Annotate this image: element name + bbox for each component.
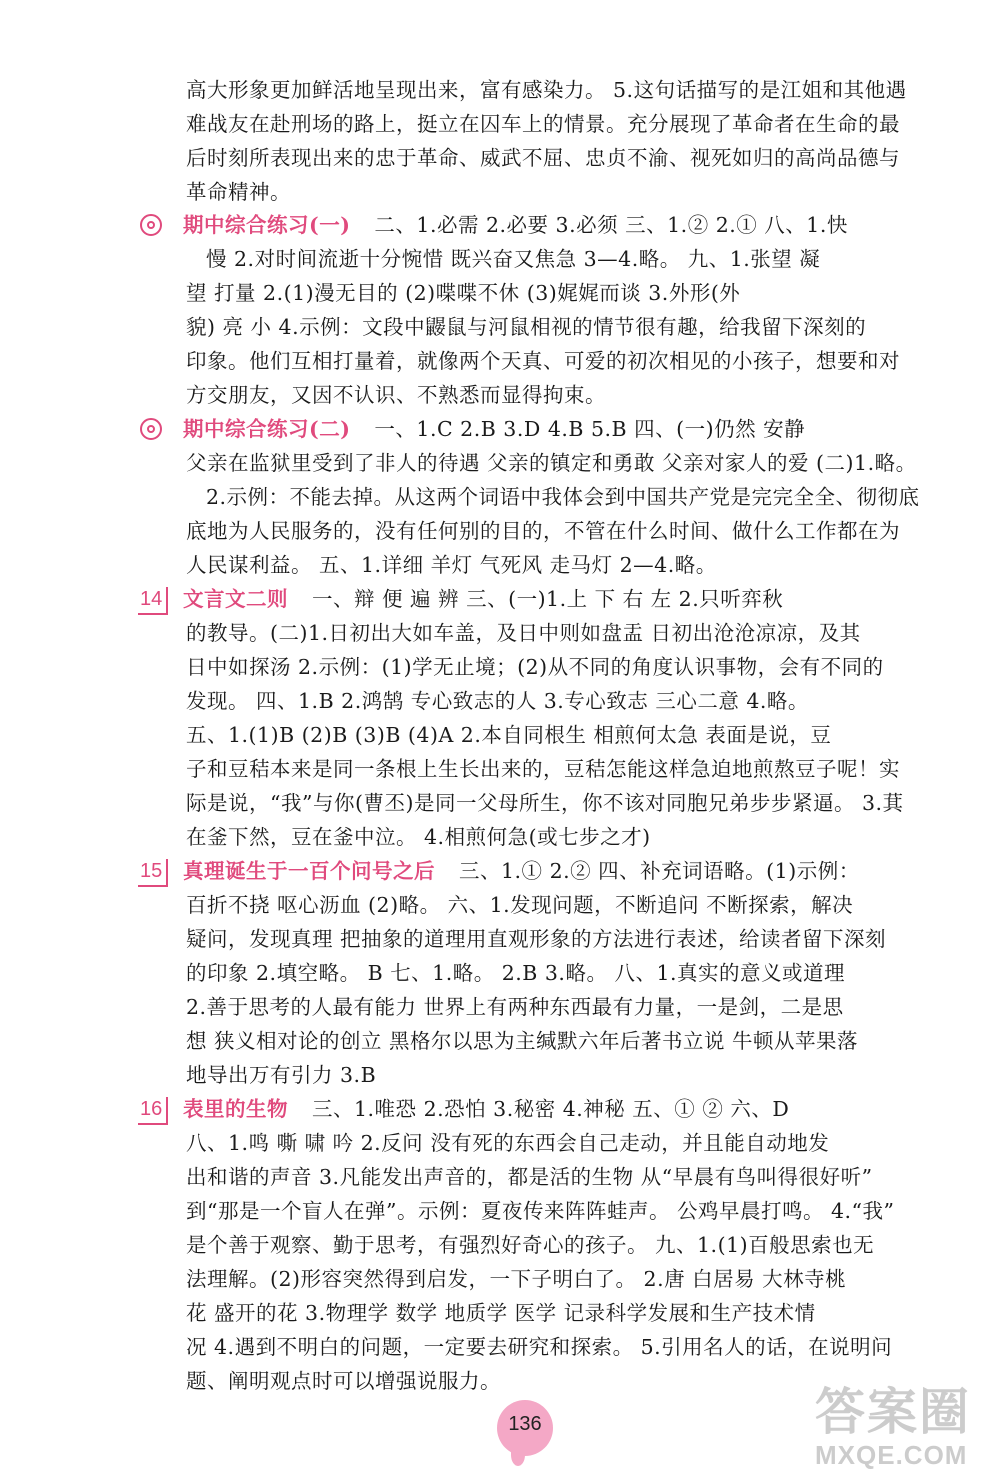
answer-line: 出和谐的声音 3.凡能发出声音的，都是活的生物 从“早晨有鸟叫得很好听” — [186, 1165, 873, 1189]
answer-line: 法理解。(2)形容突然得到启发，一下子明白了。 2.唐 白居易 大林寺桃 — [186, 1267, 847, 1291]
lesson-number-tab — [140, 582, 162, 616]
watermark-line1: 答案圈 — [815, 1384, 971, 1440]
section-circle-icon — [140, 418, 162, 440]
answer-line: 地导出万有引力 3.B — [186, 1063, 377, 1087]
lesson-number-tab — [140, 854, 162, 888]
answer-line: 在釜下然，豆在釜中泣。 4.相煎何急(或七步之才) — [186, 825, 651, 849]
answer-line: 貌) 亮 小 4.示例：文段中鼹鼠与河鼠相视的情节很有趣，给我留下深刻的 — [186, 315, 867, 339]
watermark-line2: MXQE.COM — [815, 1440, 968, 1470]
section-title: 期中综合练习(二) — [183, 417, 351, 441]
section-title: 表里的生物 — [183, 1097, 288, 1121]
answer-line: 方交朋友，又因不认识、不熟悉而显得拘束。 — [186, 383, 606, 407]
answer-line: 的教导。(二)1.日初出大如车盖，及日中则如盘盂 日初出沧沧凉凉，及其 — [186, 621, 861, 645]
answer-line: 况 4.遇到不明白的问题，一定要去研究和探索。 5.引用名人的话，在说明问 — [186, 1335, 893, 1359]
answer-line: 子和豆秸本来是同一条根上生长出来的，豆秸怎能这样急迫地煎熬豆子呢！实 — [186, 757, 900, 781]
section-circle-icon — [140, 214, 162, 236]
answer-line: 底地为人民服务的，没有任何别的目的，不管在什么时间、做什么工作都在为 — [186, 519, 900, 543]
answer-line: 慢 2.对时间流逝十分惋惜 既兴奋又焦急 3—4.略。 九、1.张望 凝 — [206, 247, 821, 271]
page-number: 136 — [508, 1413, 542, 1435]
lesson-number: 14 — [140, 588, 163, 610]
section-heading-line — [183, 854, 860, 888]
answer-line: 后时刻所表现出来的忠于革命、威武不屈、忠贞不渝、视死如归的高尚品德与 — [186, 146, 900, 170]
section-heading-line — [183, 208, 848, 242]
answer-line: 际是说，“我”与你(曹丕)是同一父母所生，你不该对同胞兄弟步步紧逼。 3.萁 — [186, 791, 904, 815]
answer-line: 的印象 2.填空略。 B 七、1.略。 2.B 3.略。 八、1.真实的意义或道理 — [186, 961, 846, 985]
section-heading-line — [183, 1092, 789, 1126]
answer-line: 题、阐明观点时可以增强说服力。 — [186, 1369, 501, 1393]
section-heading-line — [183, 412, 805, 446]
page-number-badge — [497, 1400, 553, 1470]
answer-line: 日中如探汤 2.示例：(1)学无止境；(2)从不同的角度认识事物，会有不同的 — [186, 655, 884, 679]
answer-line: 难战友在赴刑场的路上，挺立在囚车上的情景。充分展现了革命者在生命的最 — [186, 112, 900, 136]
lesson-number-tab — [140, 1092, 162, 1126]
section-heading-line — [183, 582, 783, 616]
answer-line: 高大形象更加鲜活地呈现出来，富有感染力。 5.这句话描写的是江姐和其他遇 — [186, 78, 907, 102]
answer-line: 发现。 四、1.B 2.鸿鹄 专心致志的人 3.专心致志 三心二意 4.略。 — [186, 689, 809, 713]
answer-line: 疑问，发现真理 把抽象的道理用直观形象的方法进行表述，给读者留下深刻 — [186, 927, 887, 951]
answer-line: 是个善于观察、勤于思考，有强烈好奇心的孩子。 九、1.(1)百般思索也无 — [186, 1233, 875, 1257]
answer-line: 想 狭义相对论的创立 黑格尔以思为主缄默六年后著书立说 牛顿从苹果落 — [186, 1029, 859, 1053]
section-answers: 二、1.必需 2.必要 3.必须 三、1.② 2.① 八、1.快 — [374, 213, 848, 237]
answer-line: 人民谋利益。 五、1.详细 羊灯 气死风 走马灯 2—4.略。 — [186, 553, 717, 577]
answer-line: 革命精神。 — [186, 180, 291, 204]
section-title: 真理诞生于一百个问号之后 — [183, 859, 435, 883]
section-answers: 三、1.唯恐 2.恐怕 3.秘密 4.神秘 五、① ② 六、D — [312, 1097, 790, 1121]
lesson-number: 16 — [140, 1098, 163, 1120]
page-number-drip — [511, 1444, 525, 1466]
answer-line: 父亲在监狱里受到了非人的待遇 父亲的镇定和勇敢 父亲对家人的爱 (二)1.略。 — [186, 451, 917, 475]
answer-line: 百折不挠 呕心沥血 (2)略。 六、1.发现问题，不断追问 不断探索，解决 — [186, 893, 854, 917]
answer-line: 2.示例：不能去掉。从这两个词语中我体会到中国共产党是完完全全、彻彻底 — [206, 485, 920, 509]
section-answers: 一、辩 便 遍 辨 三、(一)1.上 下 右 左 2.只听弈秋 — [312, 587, 784, 611]
watermark-logo — [815, 1384, 1000, 1484]
section-answers: 一、1.C 2.B 3.D 4.B 5.B 四、(一)仍然 安静 — [374, 417, 806, 441]
section-title: 期中综合练习(一) — [183, 213, 351, 237]
answer-line: 2.善于思考的人最有能力 世界上有两种东西最有力量，一是剑，二是思 — [186, 995, 844, 1019]
answer-line: 八、1.鸣 嘶 啸 吟 2.反问 没有死的东西会自己走动，并且能自动地发 — [186, 1131, 830, 1155]
section-title: 文言文二则 — [183, 587, 288, 611]
answer-line: 到“那是一个盲人在弹”。示例：夏夜传来阵阵蛙声。 公鸡早晨打鸣。 4.“我” — [186, 1199, 895, 1223]
section-answers: 三、1.① 2.② 四、补充词语略。(1)示例： — [459, 859, 860, 883]
answer-line: 望 打量 2.(1)漫无目的 (2)喋喋不休 (3)娓娓而谈 3.外形(外 — [186, 281, 741, 305]
answer-line: 花 盛开的花 3.物理学 数学 地质学 医学 记录科学发展和生产技术情 — [186, 1301, 816, 1325]
answer-line: 五、1.(1)B (2)B (3)B (4)A 2.本自同根生 相煎何太急 表面是说，豆 — [186, 723, 832, 747]
lesson-number: 15 — [140, 860, 163, 882]
answer-line: 印象。他们互相打量着，就像两个天真、可爱的初次相见的小孩子，想要和对 — [186, 349, 900, 373]
